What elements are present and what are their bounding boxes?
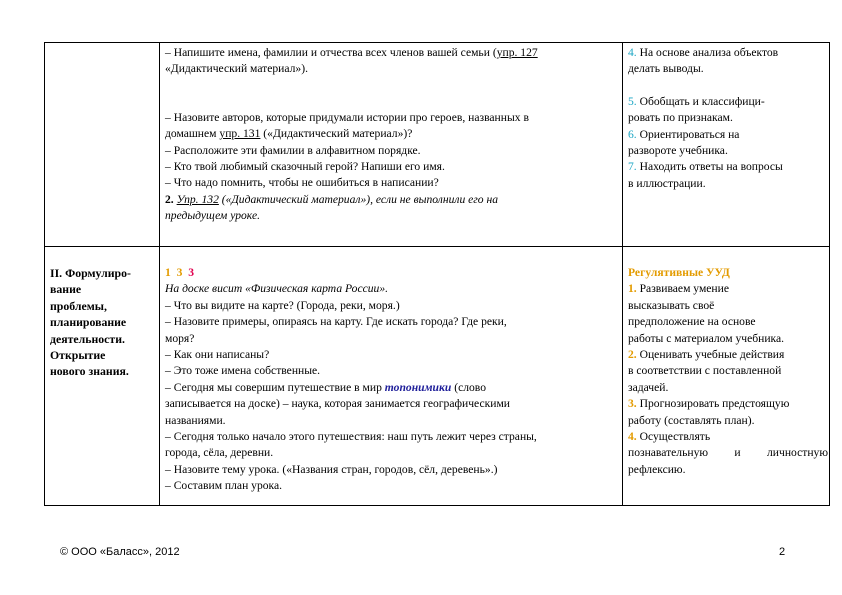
- skill-item: [628, 429, 828, 445]
- blank-space: [165, 78, 617, 110]
- slide-number: 3: [176, 266, 183, 279]
- text-line: «Дидактический материал»).: [165, 62, 308, 76]
- item-number: 2.: [165, 192, 174, 206]
- text-line: [165, 380, 617, 396]
- skill-item: [628, 45, 828, 61]
- text-line: делать выводы.: [628, 62, 704, 76]
- text-line: рефлексию.: [628, 462, 686, 476]
- item-number: 1.: [628, 282, 637, 296]
- text: Развиваем умение: [639, 282, 729, 296]
- exercise-link[interactable]: упр. 127: [496, 46, 538, 59]
- item-number: 4.: [628, 430, 637, 444]
- text-line: – Назовите примеры, опираясь на карту. Где искать города? Где реки,: [165, 315, 507, 329]
- text-line: [165, 192, 617, 208]
- text-line: записывается на доске) – наука, которая занимается географическими: [165, 397, 510, 411]
- item-number: 2.: [628, 348, 637, 362]
- text-line: [165, 45, 617, 61]
- text: На основе анализа объектов: [639, 46, 779, 59]
- text-line: – Сегодня только начало этого путешествия: наш путь лежит через страны,: [165, 430, 537, 444]
- text-line: – Кто твой любимый сказочный герой? Напиши его имя.: [165, 160, 445, 174]
- text-line: – Назовите тему урока. («Названия стран, городов, сёл, деревень».): [165, 462, 498, 476]
- skill-item: [628, 159, 828, 175]
- row1-right-cell: [628, 45, 828, 192]
- text-line: работу (составлять план).: [628, 413, 755, 427]
- stage-title: [50, 265, 156, 380]
- text: («Дидактический материал»), если не выполнили его на: [218, 192, 499, 206]
- skill-item: [628, 94, 828, 110]
- text-line: познавательную и личностную: [628, 446, 828, 460]
- text-line: – Что вы видите на карте? (Города, реки, моря.): [165, 298, 400, 312]
- skill-item: [628, 396, 828, 412]
- slide-number: 1: [165, 266, 171, 279]
- skill-item: [628, 347, 828, 363]
- text-line: – Составим план урока.: [165, 479, 283, 493]
- keyword: топонимики: [384, 380, 452, 394]
- text-line: – Как они написаны?: [165, 348, 270, 362]
- text-line: работы с материалом учебника.: [628, 331, 785, 345]
- item-number: 7.: [628, 160, 637, 174]
- text-line: задачей.: [628, 380, 669, 394]
- slide-number: 3: [188, 266, 194, 279]
- text-line: На доске висит «Физическая карта России».: [165, 282, 389, 296]
- text: (слово: [451, 380, 486, 394]
- text-line: предположение на основе: [628, 315, 756, 329]
- slide-numbers: [165, 265, 617, 281]
- lesson-table: [44, 42, 830, 506]
- text-line: – Что надо помнить, чтобы не ошибиться в написании?: [165, 176, 439, 190]
- item-number: 4.: [628, 46, 637, 59]
- text: – Напишите имена, фамилии и отчества всех членов вашей семьи (: [165, 46, 497, 59]
- text-line: планирование: [50, 315, 127, 330]
- text: Находить ответы на вопросы: [639, 160, 783, 174]
- text-line: высказывать своё: [628, 298, 715, 312]
- text-line: деятельности.: [50, 331, 125, 346]
- text-line: названиями.: [165, 413, 226, 427]
- text: («Дидактический материал»)?: [260, 127, 413, 141]
- text-line: города, сёла, деревни.: [165, 446, 274, 460]
- text-line: II. Формулиро-: [50, 266, 131, 280]
- text-line: – Расположите эти фамилии в алфавитном порядке.: [165, 143, 421, 157]
- text: Оценивать учебные действия: [639, 348, 785, 362]
- row2-middle-cell: [165, 265, 617, 495]
- text-line: проблемы,: [50, 298, 107, 313]
- page-number: 2: [779, 546, 786, 558]
- blank-space: [628, 78, 828, 94]
- text-line: ровать по признакам.: [628, 111, 733, 125]
- column-divider: [159, 43, 160, 505]
- text-line: в иллюстрации.: [628, 176, 706, 190]
- text: домашнем: [165, 127, 220, 141]
- row2-right-cell: [628, 265, 828, 478]
- item-number: 5.: [628, 94, 637, 108]
- item-number: 3.: [628, 397, 637, 411]
- exercise-link[interactable]: упр. 131: [219, 127, 261, 141]
- text-line: – Назовите авторов, которые придумали истории про героев, названных в: [165, 110, 529, 124]
- text-line: нового знания.: [50, 364, 129, 379]
- item-number: 6.: [628, 127, 637, 141]
- text: Ориентироваться на: [639, 127, 740, 141]
- text-line: вание: [50, 282, 82, 297]
- text: Прогнозировать предстоящую: [639, 397, 790, 411]
- text-line: Открытие: [50, 348, 106, 363]
- text-line: [165, 126, 617, 142]
- column-divider: [622, 43, 623, 505]
- copyright-footer: © ООО «Баласс», 2012: [60, 546, 180, 558]
- section-heading: Регулятивные УУД: [628, 266, 730, 279]
- row-divider: [45, 246, 829, 247]
- row1-middle-cell: [165, 45, 617, 225]
- text-line: развороте учебника.: [628, 144, 728, 158]
- skill-item: [628, 281, 828, 297]
- text-line: предыдущем уроке.: [165, 209, 260, 223]
- text-line: моря?: [165, 331, 195, 345]
- exercise-link[interactable]: Упр. 132: [176, 192, 219, 206]
- skill-item: [628, 127, 828, 143]
- text-line: в соответствии с поставленной: [628, 364, 782, 378]
- text: – Сегодня мы совершим путешествие в мир: [165, 380, 385, 394]
- text: Осуществлять: [639, 430, 711, 444]
- text: Обобщать и классифици-: [639, 94, 765, 108]
- text-line: – Это тоже имена собственные.: [165, 364, 321, 378]
